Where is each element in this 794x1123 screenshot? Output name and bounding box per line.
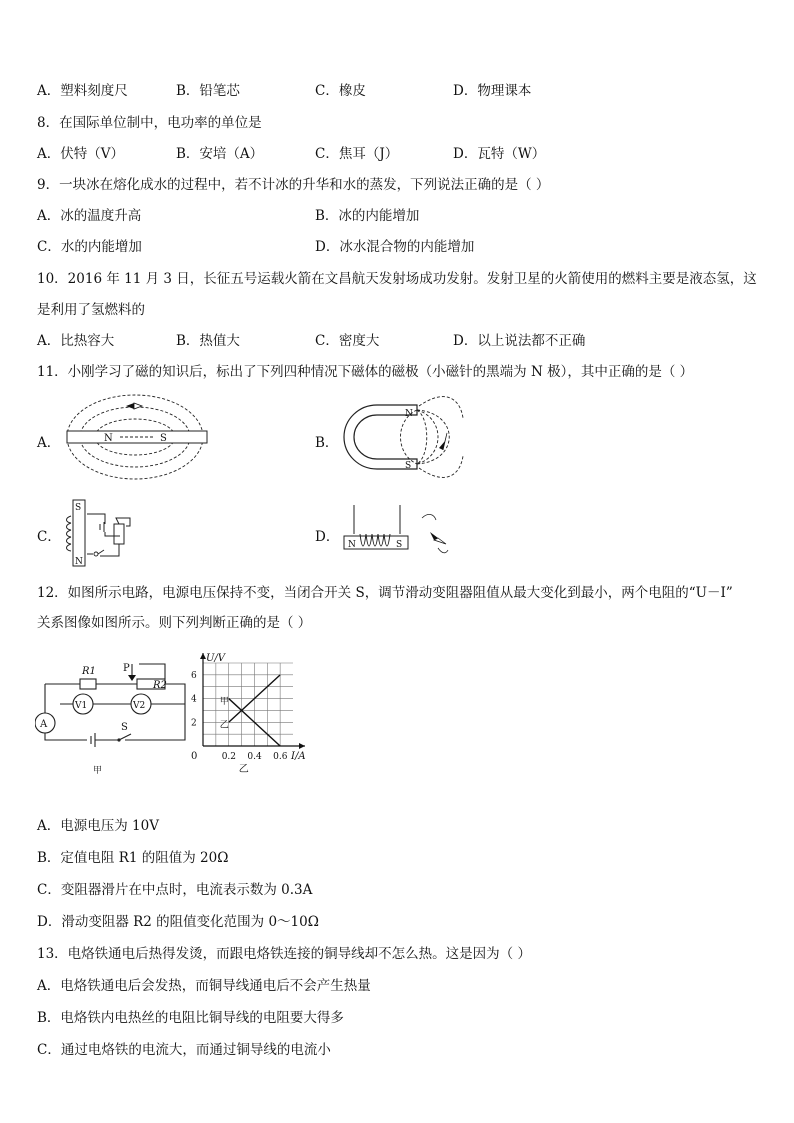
q9-option-a: A．冰的温度升高 [37, 208, 142, 224]
q9-option-d: D．冰水混合物的内能增加 [315, 239, 475, 255]
q11-d-pole-s: S [396, 540, 403, 550]
compass-needle-icon [126, 403, 142, 409]
q12-option-c: C．变阻器滑片在中点时，电流表示数为 0.3A [37, 882, 313, 898]
compass-needle-icon [439, 433, 447, 450]
q8-option-d: D．瓦特（W） [453, 146, 546, 162]
q11-b-pole-n: N [405, 409, 413, 419]
compass-needle-icon [422, 514, 448, 552]
q12-r1-label: R1 [82, 666, 96, 677]
q11-figure-a-bar-magnet [60, 388, 210, 488]
q12-r2-label: R2 [153, 680, 167, 691]
q11-figure-c-electromagnet [60, 496, 140, 571]
q9-option-b: B．冰的内能增加 [315, 208, 420, 224]
q11-d-pole-n: N [348, 540, 356, 550]
q7-option-b: B．铅笔芯 [176, 83, 240, 99]
q10-option-c: C．密度大 [315, 333, 380, 349]
q12-caption-jia: 甲 [93, 766, 103, 776]
q10-stem-line1: 10．2016 年 11 月 3 日，长征五号运载火箭在文昌航天发射场成功发射。发射卫星的火箭使用的燃料主要是液态氢，这 [37, 271, 757, 287]
q11-figure-b-horseshoe-magnet [335, 388, 465, 488]
q12-ui-graph [185, 645, 320, 780]
chart-y-axis-label: U/V [206, 653, 226, 664]
q9-option-c: C．水的内能增加 [37, 239, 142, 255]
y-tick-label: 6 [191, 670, 197, 681]
q13-option-a: A．电烙铁通电后会发热，而铜导线通电后不会产生热量 [37, 978, 371, 994]
x-tick-label: 0.6 [273, 752, 288, 762]
q11-stem: 11．小刚学习了磁的知识后，标出了下列四种情况下磁体的磁极（小磁针的黑端为 N 极），其中正确的是（ ） [37, 364, 694, 380]
q13-option-b: B．电烙铁内电热丝的电阻比铜导线的电阻要大得多 [37, 1010, 344, 1026]
q12-voltmeter2-label: V2 [133, 701, 146, 711]
q9-stem: 9．一块冰在熔化成水的过程中，若不计冰的升华和水的蒸发，下列说法正确的是（ ） [37, 177, 550, 193]
q12-switch-label: S [121, 722, 128, 733]
q10-option-a: A．比热容大 [37, 333, 115, 349]
q12-option-a: A．电源电压为 10V [37, 818, 159, 834]
q8-option-b: B．安培（A） [176, 146, 264, 162]
chart-caption-yi: 乙 [238, 764, 249, 775]
q13-stem: 13．电烙铁通电后热得发烫，而跟电烙铁连接的铜导线却不怎么热。这是因为（ ） [37, 946, 531, 962]
series-label-0: 甲 [219, 696, 229, 707]
q11-b-pole-s: S [405, 461, 412, 471]
q11-c-pole-s: S [75, 503, 82, 513]
q7-option-d: D．物理课本 [453, 83, 532, 99]
q11-option-a-label: A． [37, 435, 61, 451]
q7-option-c: C．橡皮 [315, 83, 366, 99]
q12-voltmeter1-label: V1 [75, 701, 88, 711]
q10-option-b: B．热值大 [176, 333, 240, 349]
chart-ticks [191, 671, 288, 762]
q8-option-a: A．伏特（V） [37, 146, 124, 162]
x-axis-arrow [299, 743, 305, 749]
x-tick-label: 0.2 [221, 752, 237, 762]
y-tick-label: 2 [191, 718, 197, 729]
chart-origin-label: 0 [191, 751, 198, 762]
q10-stem-line2: 是利用了氢燃料的 [37, 302, 145, 318]
q11-option-c-label: C． [37, 529, 61, 545]
q11-figure-d-electromagnet [338, 500, 458, 560]
q12-option-d: D．滑动变阻器 R2 的阻值变化范围为 0～10Ω [37, 914, 319, 930]
q11-a-pole-n: N [104, 433, 113, 444]
q12-option-b: B．定值电阻 R1 的阻值为 20Ω [37, 850, 229, 866]
q8-option-c: C．焦耳（J） [315, 146, 399, 162]
q13-option-c: C．通过电烙铁的电流大，而通过铜导线的电流小 [37, 1042, 331, 1058]
q11-option-d-label: D． [315, 529, 340, 545]
x-tick-label: 0.4 [247, 752, 262, 762]
series-label-1: 乙 [219, 720, 229, 731]
q10-option-d: D．以上说法都不正确 [453, 333, 586, 349]
y-tick-label: 4 [191, 694, 197, 705]
q12-slider-p-label: P [123, 663, 130, 674]
q11-option-b-label: B． [315, 435, 339, 451]
q11-a-pole-s: S [160, 433, 167, 444]
chart-x-axis-label: I/A [291, 751, 306, 762]
q12-stem-line2: 关系图像如图所示。则下列判断正确的是（ ） [37, 615, 312, 631]
q12-ammeter-label: A [40, 719, 48, 730]
q12-circuit-diagram [35, 660, 190, 778]
q12-stem-line1: 12．如图所示电路，电源电压保持不变，当闭合开关 S，调节滑动变阻器阻值从最大变化到最小，两个电阻的“U－I” [37, 585, 733, 601]
q7-option-a: A．塑料刻度尺 [37, 83, 128, 99]
q8-stem: 8．在国际单位制中，电功率的单位是 [37, 115, 262, 131]
q11-c-pole-n: N [75, 557, 83, 567]
